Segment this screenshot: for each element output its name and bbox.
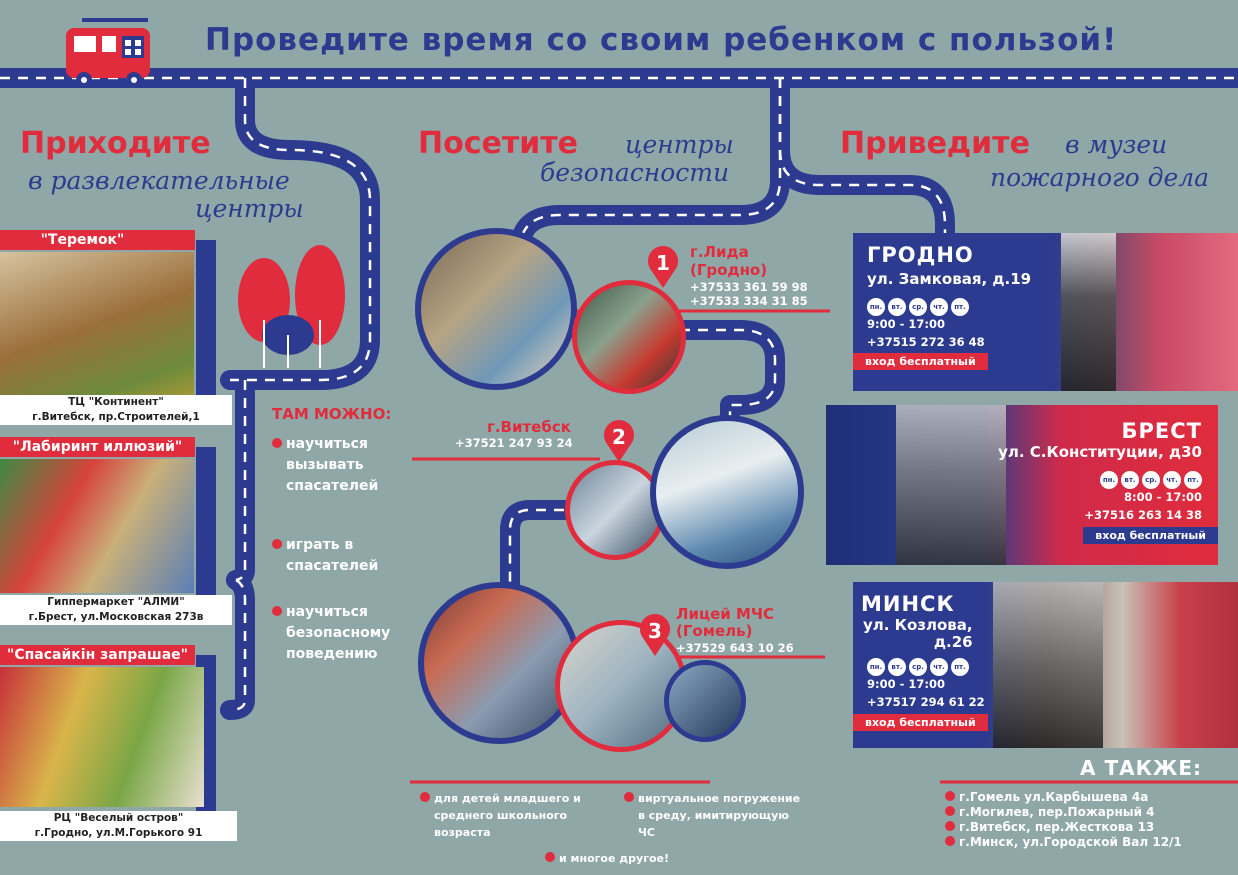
bullet-dot (545, 852, 555, 862)
entertainment-card-3 (0, 645, 230, 845)
museum-info (867, 675, 985, 711)
feature-2 (624, 790, 800, 841)
entertainment-caption (0, 395, 232, 425)
visit-subtitle-1: центры (625, 130, 734, 159)
museum-phone[interactable]: +37517 294 61 22 (867, 695, 985, 709)
center-name-line: (Гомель) (676, 622, 753, 640)
free-entry-badge: вход бесплатный (853, 353, 988, 370)
weekdays (1100, 467, 1205, 489)
also-item: г.Гомель ул.Карбышева 4а (959, 790, 1149, 804)
item-line: научиться (286, 604, 368, 620)
caption-line-1: РЦ "Веселый остров" (53, 812, 184, 824)
bullet-dot (272, 606, 282, 616)
center-1-photo-a (415, 228, 577, 390)
phone-number[interactable]: +37521 247 93 24 (455, 436, 573, 450)
center-name-line: Лицей МЧС (676, 605, 775, 623)
bullet-dot (272, 438, 282, 448)
center-1-name (690, 243, 767, 279)
center-name-line: г.Лида (690, 243, 749, 261)
visit-subtitle-2: безопасности (540, 158, 730, 187)
feature-1 (420, 790, 581, 841)
entertainment-name: "Лабиринт иллюзий" (12, 439, 183, 455)
bullet-dot (945, 806, 955, 816)
center-2-photo-a (565, 460, 665, 560)
also-title: А ТАКЖЕ: (1080, 756, 1203, 780)
center-name-line: (Гродно) (690, 261, 768, 279)
day-badge: ср. (909, 658, 927, 676)
item-line: поведению (286, 646, 378, 662)
museum-address (863, 617, 973, 651)
museum-phone[interactable]: +37515 272 36 48 (867, 335, 985, 349)
bullet-dot (624, 792, 634, 802)
come-subtitle-2: центры (195, 194, 304, 223)
free-entry-badge: вход бесплатный (1083, 527, 1218, 544)
also-item: г.Минск, ул.Городской Вал 12/1 (959, 835, 1182, 849)
entertainment-caption (0, 811, 237, 841)
also-item: г.Могилев, пер.Пожарный 4 (959, 805, 1155, 819)
center-number: 3 (648, 619, 662, 643)
museum-info (1084, 488, 1202, 524)
entertainment-card-2 (0, 437, 215, 635)
day-badge: пт. (951, 298, 969, 316)
also-list (945, 790, 1182, 850)
island-photo (0, 667, 204, 807)
can-do-item-2 (272, 535, 378, 577)
item-line: вызывать (286, 457, 364, 473)
caption-line-1: Гиппермаркет "АЛМИ" (47, 596, 185, 608)
bring-subtitle-2: пожарного дела (990, 163, 1210, 192)
day-badge: пн. (867, 298, 885, 316)
bullet-dot (272, 539, 282, 549)
feature-line: и многое другое! (559, 852, 669, 865)
day-badge: вт. (888, 298, 906, 316)
day-badge: пн. (867, 658, 885, 676)
address-line: д.26 (933, 633, 973, 651)
day-badge: ср. (909, 298, 927, 316)
museum-card-brest (826, 405, 1218, 565)
center-1-photo-b (572, 280, 686, 394)
phone-number[interactable]: +37529 643 10 26 (676, 641, 794, 655)
museum-hours: 9:00 - 17:00 (867, 317, 945, 331)
center-2-photo-b (650, 415, 804, 569)
fire-truck-icon (62, 16, 158, 90)
visit-title: Посетите (418, 126, 578, 161)
day-badge: чт. (930, 298, 948, 316)
center-number: 2 (612, 425, 626, 449)
page-title: Проведите время со своим ребенком с пользой! (205, 22, 1118, 58)
bullet-dot (945, 836, 955, 846)
museum-hours: 9:00 - 17:00 (867, 677, 945, 691)
firefighter-suit-photo (896, 405, 1006, 565)
day-badge: пт. (1184, 471, 1202, 489)
museum-address: ул. С.Конституции, д30 (998, 443, 1202, 461)
caption-line-2: г.Гродно, ул.М.Горького 91 (34, 827, 203, 839)
center-1-phones (690, 280, 808, 308)
day-badge: пт. (951, 658, 969, 676)
feature-line: виртуальное погружение (638, 792, 801, 805)
feature-line: ЧС (638, 826, 655, 839)
item-line: спасателей (286, 478, 379, 494)
day-badge: вт. (1121, 471, 1139, 489)
day-badge: чт. (930, 658, 948, 676)
bullet-dot (945, 821, 955, 831)
bring-subtitle-1: в музеи (1065, 130, 1168, 159)
center-2-name: г.Витебск (487, 418, 571, 436)
day-badge: ср. (1142, 471, 1160, 489)
phone-number[interactable]: +37533 361 59 98 (690, 280, 808, 294)
labyrinth-photo (0, 459, 194, 593)
entertainment-name: "Теремок" (40, 232, 125, 248)
center-number: 1 (656, 251, 670, 275)
item-line: играть в (286, 537, 354, 553)
weekdays (867, 654, 972, 676)
bring-title: Приведите (840, 126, 1030, 161)
bullet-dot (945, 791, 955, 801)
day-badge: пн. (1100, 471, 1118, 489)
center-3-photo-c (664, 660, 746, 742)
can-do-item-1 (272, 434, 378, 497)
museum-phone[interactable]: +37516 263 14 38 (1084, 508, 1202, 522)
center-3-photo-a (418, 582, 580, 744)
item-line: научиться (286, 436, 368, 452)
come-subtitle-1: в развлекательные (28, 166, 290, 195)
museum-card-grodno (853, 233, 1238, 391)
museum-city: БРЕСТ (1121, 419, 1202, 443)
feature-line: в среду, имитирующую (638, 809, 789, 822)
center-3-name (676, 606, 774, 640)
chimney-sweep-photo (993, 582, 1103, 748)
come-title: Приходите (20, 126, 211, 161)
museum-card-minsk (853, 582, 1238, 748)
entertainment-name: "Спасайкін запрашае" (7, 647, 188, 663)
caption-line-2: г.Брест, ул.Московская 273в (28, 611, 204, 623)
day-badge: чт. (1163, 471, 1181, 489)
can-do-item-3 (272, 602, 390, 665)
item-line: безопасному (286, 625, 391, 641)
museum-address: ул. Замковая, д.19 (867, 270, 1032, 288)
day-badge: вт. (888, 658, 906, 676)
entertainment-card-1 (0, 230, 215, 428)
museum-city: МИНСК (861, 592, 955, 616)
can-do-title: ТАМ МОЖНО: (272, 405, 392, 423)
phone-number[interactable]: +37533 334 31 85 (690, 294, 808, 308)
caption-line-2: г.Витебск, пр.Строителей,1 (32, 411, 200, 423)
free-entry-badge: вход бесплатный (853, 714, 988, 731)
feature-line: возраста (434, 826, 491, 839)
feature-line: для детей младшего и (434, 792, 581, 805)
museum-info (867, 315, 985, 351)
museum-city: ГРОДНО (867, 243, 974, 267)
weekdays (867, 294, 972, 316)
feature-line: среднего школьного (434, 809, 568, 822)
trees-illustration (232, 240, 347, 370)
also-item: г.Витебск, пер.Жесткова 13 (959, 820, 1155, 834)
item-line: спасателей (286, 558, 379, 574)
bullet-dot (420, 792, 430, 802)
address-line: ул. Козлова, (863, 616, 973, 634)
fireman-photo (1061, 233, 1116, 391)
museum-hours: 8:00 - 17:00 (1124, 490, 1202, 504)
caption-line-1: ТЦ "Континент" (68, 396, 164, 408)
entertainment-caption (0, 595, 232, 625)
feature-3 (545, 850, 669, 867)
